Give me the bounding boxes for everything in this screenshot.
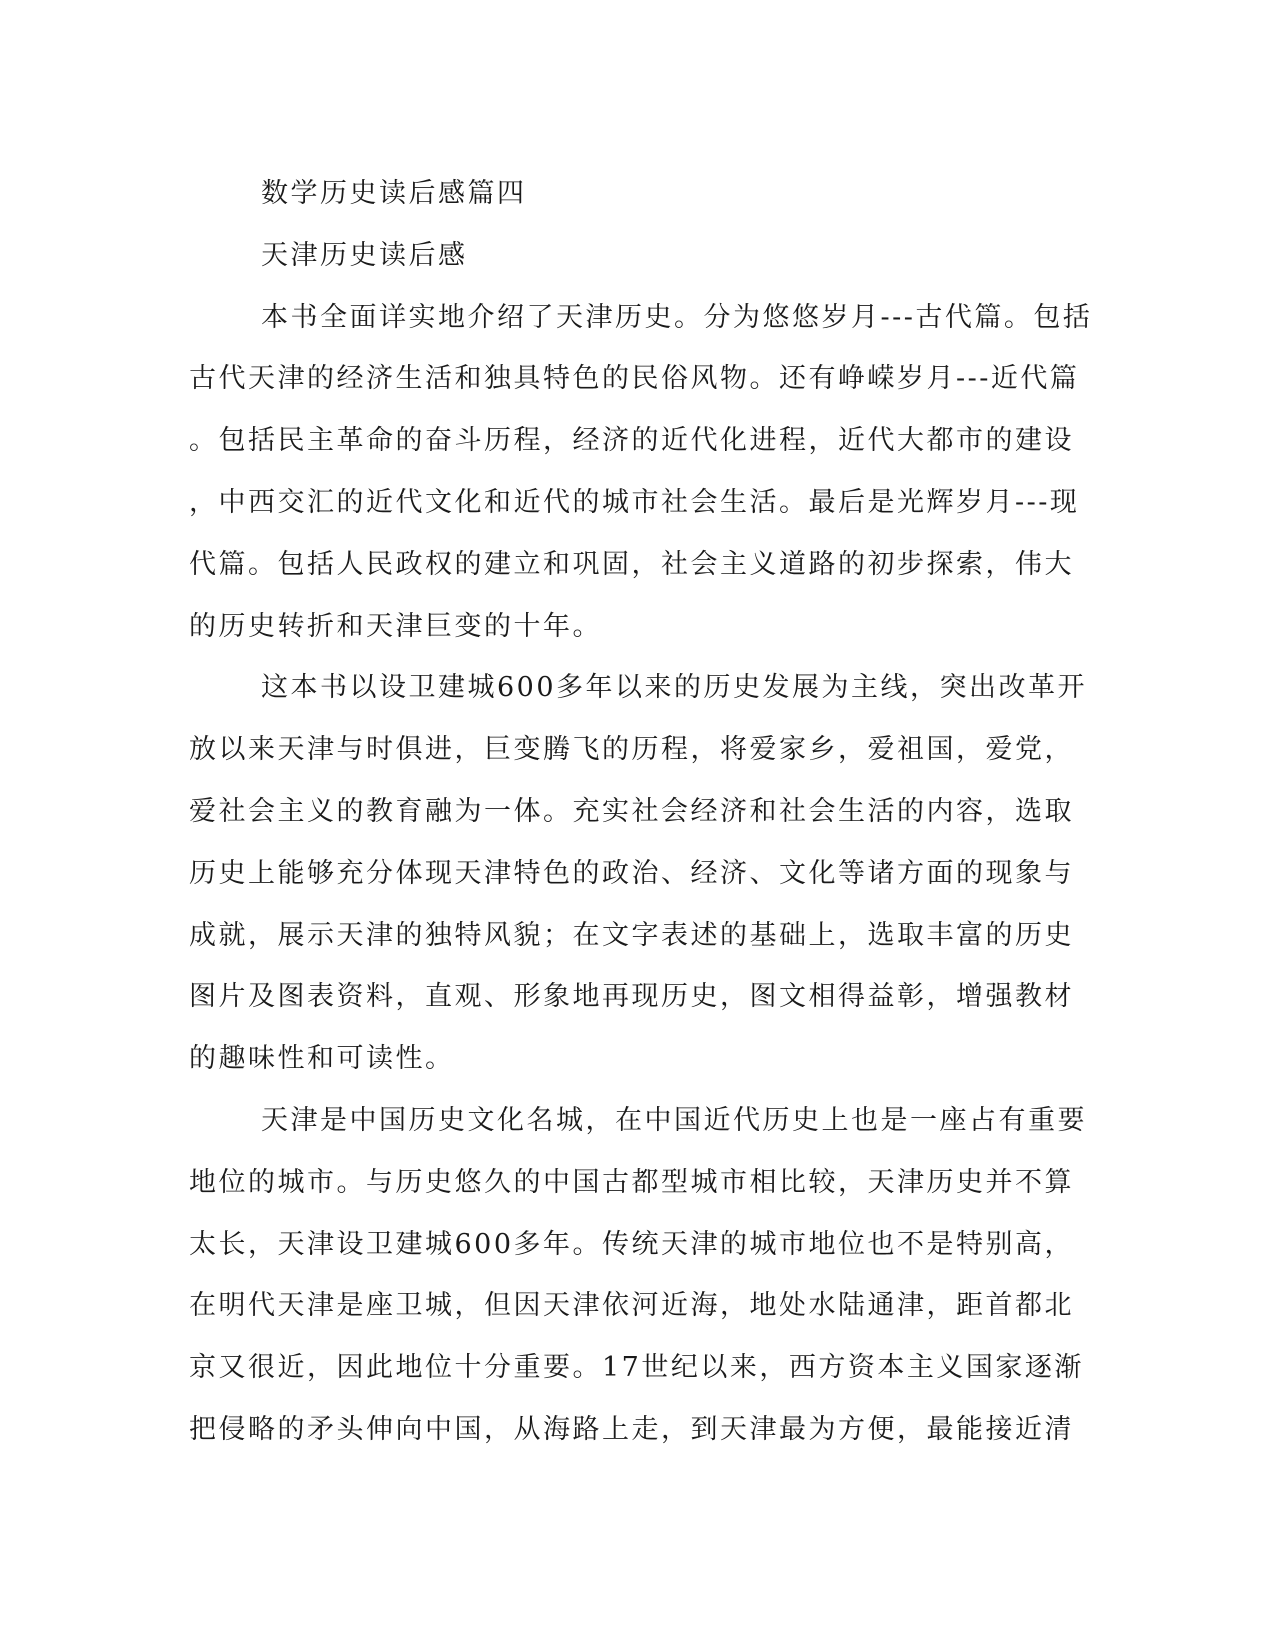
- paragraph-line: 太长，天津设卫建城600多年。传统天津的城市地位也不是特别高，: [189, 1228, 1075, 1260]
- paragraph-line: 地位的城市。与历史悠久的中国古都型城市相比较，天津历史并不算: [189, 1166, 1074, 1198]
- paragraph-line: 这本书以设卫建城600多年以来的历史发展为主线，突出改革开: [261, 672, 1088, 704]
- document-heading-1: 数学历史读后感篇四: [261, 178, 527, 209]
- document-heading-2: 天津历史读后感: [261, 239, 468, 271]
- paragraph-1: [189, 287, 1093, 658]
- paragraph-line: ，中西交汇的近代文化和近代的城市社会生活。最后是光辉岁月---现: [189, 486, 1080, 518]
- paragraph-3: [189, 1090, 1089, 1461]
- paragraph-line: 代篇。包括人民政权的建立和巩固，社会主义道路的初步探索，伟大: [189, 548, 1074, 580]
- paragraph-line: 的趣味性和可读性。: [189, 1043, 455, 1075]
- document-body: [189, 163, 1093, 1461]
- paragraph-line: 在明代天津是座卫城，但因天津依河近海，地处水陆通津，距首都北: [189, 1290, 1074, 1322]
- paragraph-line: 历史上能够充分体现天津特色的政治、经济、文化等诸方面的现象与: [189, 857, 1074, 889]
- paragraph-line: 本书全面详实地介绍了天津历史。分为悠悠岁月---古代篇。包括: [261, 301, 1093, 333]
- paragraph-line: 放以来天津与时俱进，巨变腾飞的历程，将爱家乡，爱祖国，爱党，: [189, 734, 1074, 766]
- paragraph-line: 京又很近，因此地位十分重要。17世纪以来，西方资本主义国家逐渐: [189, 1352, 1084, 1384]
- paragraph-line: 。包括民主革命的奋斗历程，经济的近代化进程，近代大都市的建设: [189, 425, 1074, 457]
- paragraph-line: 图片及图表资料，直观、形象地再现历史，图文相得益彰，增强教材: [189, 981, 1074, 1013]
- paragraph-2: [189, 657, 1089, 1090]
- paragraph-line: 把侵略的矛头伸向中国，从海路上走，到天津最为方便，最能接近清: [189, 1413, 1074, 1445]
- paragraph-line: 爱社会主义的教育融为一体。充实社会经济和社会生活的内容，选取: [189, 795, 1074, 827]
- paragraph-line: 古代天津的经济生活和独具特色的民俗风物。还有峥嵘岁月---近代篇: [189, 363, 1080, 395]
- paragraph-line: 的历史转折和天津巨变的十年。: [189, 610, 602, 642]
- paragraph-line: 成就，展示天津的独特风貌；在文字表述的基础上，选取丰富的历史: [189, 919, 1074, 951]
- paragraph-line: 天津是中国历史文化名城，在中国近代历史上也是一座占有重要: [261, 1104, 1087, 1136]
